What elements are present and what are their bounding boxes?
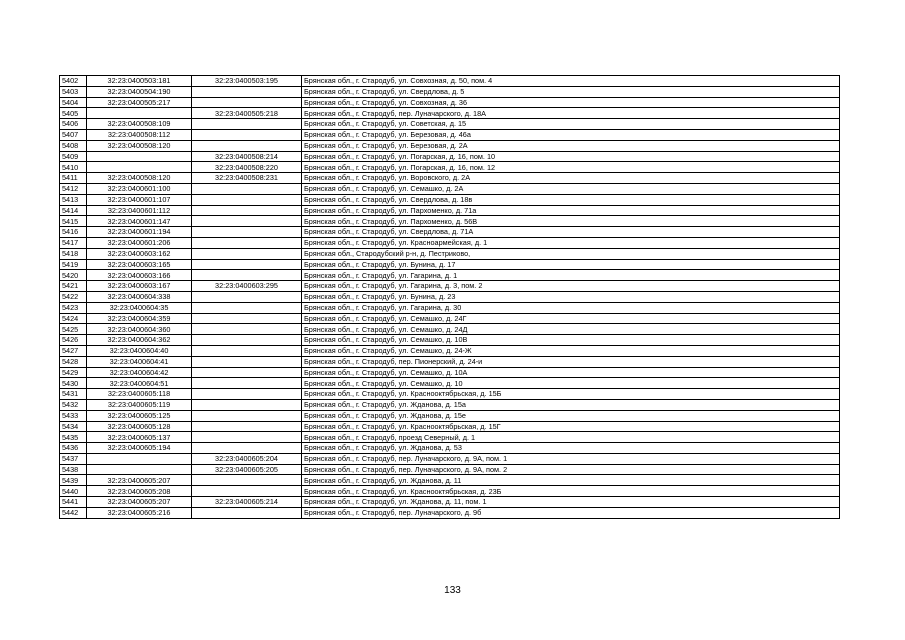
table-row — [60, 86, 840, 97]
object-cadastral-number-cell — [192, 475, 302, 486]
table-row — [60, 432, 840, 443]
address-cell: Брянская обл., г. Стародуб, ул. Жданова, д. 11, пом. 1 — [302, 497, 840, 508]
row-number-cell: 5439 — [60, 475, 87, 486]
table-row — [60, 356, 840, 367]
table-row — [60, 291, 840, 302]
cadastral-number-cell: 32:23:0400605:137 — [87, 432, 192, 443]
object-cadastral-number-cell — [192, 248, 302, 259]
cadastral-number-cell: 32:23:0400603:166 — [87, 270, 192, 281]
row-number-cell: 5434 — [60, 421, 87, 432]
row-number-cell: 5441 — [60, 497, 87, 508]
row-number-cell: 5440 — [60, 486, 87, 497]
table-row — [60, 345, 840, 356]
row-number-cell: 5432 — [60, 399, 87, 410]
object-cadastral-number-cell — [192, 345, 302, 356]
address-cell: Брянская обл., г. Стародуб, ул. Красноармейская, д. 1 — [302, 237, 840, 248]
page-number: 133 — [444, 585, 461, 596]
table-row — [60, 270, 840, 281]
object-cadastral-number-cell — [192, 432, 302, 443]
object-cadastral-number-cell — [192, 313, 302, 324]
object-cadastral-number-cell: 32:23:0400508:220 — [192, 162, 302, 173]
address-cell: Брянская обл., г. Стародуб, пер. Пионерский, д. 24-и — [302, 356, 840, 367]
address-cell: Брянская обл., г. Стародуб, ул. Погарская, д. 16, пом. 10 — [302, 151, 840, 162]
cadastral-number-cell — [87, 453, 192, 464]
object-cadastral-number-cell — [192, 237, 302, 248]
address-cell: Брянская обл., г. Стародуб, ул. Семашко, д. 10В — [302, 335, 840, 346]
row-number-cell: 5412 — [60, 183, 87, 194]
address-cell: Брянская обл., г. Стародуб, ул. Бунина, д. 17 — [302, 259, 840, 270]
object-cadastral-number-cell: 32:23:0400503:195 — [192, 76, 302, 87]
object-cadastral-number-cell — [192, 443, 302, 454]
object-cadastral-number-cell: 32:23:0400508:231 — [192, 173, 302, 184]
address-cell: Брянская обл., г. Стародуб, ул. Советская, д. 15 — [302, 119, 840, 130]
cadastral-number-cell: 32:23:0400508:112 — [87, 129, 192, 140]
address-cell: Брянская обл., г. Стародуб, ул. Жданова, д. 11 — [302, 475, 840, 486]
cadastral-number-cell: 32:23:0400601:147 — [87, 216, 192, 227]
table-row — [60, 173, 840, 184]
address-cell: Брянская обл., г. Стародуб, ул. Семашко, д. 10А — [302, 367, 840, 378]
cadastral-number-cell: 32:23:0400601:107 — [87, 194, 192, 205]
table-row — [60, 389, 840, 400]
table-row — [60, 302, 840, 313]
row-number-cell: 5416 — [60, 227, 87, 238]
row-number-cell: 5420 — [60, 270, 87, 281]
address-cell: Брянская обл., г. Стародуб, ул. Краснооктябрьская, д. 23Б — [302, 486, 840, 497]
row-number-cell: 5424 — [60, 313, 87, 324]
row-number-cell: 5425 — [60, 324, 87, 335]
table-row — [60, 140, 840, 151]
address-cell: Брянская обл., г. Стародуб, пер. Луначарского, д. 9А, пом. 1 — [302, 453, 840, 464]
object-cadastral-number-cell — [192, 259, 302, 270]
address-cell: Брянская обл., г. Стародуб, ул. Пархоменко, д. 56В — [302, 216, 840, 227]
object-cadastral-number-cell — [192, 399, 302, 410]
address-cell: Брянская обл., г. Стародуб, пер. Луначарского, д. 9А, пом. 2 — [302, 464, 840, 475]
object-cadastral-number-cell — [192, 335, 302, 346]
table-row — [60, 399, 840, 410]
address-cell: Брянская обл., г. Стародуб, ул. Краснооктябрьская, д. 15Г — [302, 421, 840, 432]
row-number-cell: 5437 — [60, 453, 87, 464]
row-number-cell: 5417 — [60, 237, 87, 248]
cadastral-number-cell: 32:23:0400603:162 — [87, 248, 192, 259]
table-row — [60, 378, 840, 389]
address-cell: Брянская обл., г. Стародуб, ул. Совхозная, д. 36 — [302, 97, 840, 108]
address-cell: Брянская обл., г. Стародуб, ул. Жданова, д. 15е — [302, 410, 840, 421]
table-row — [60, 507, 840, 518]
object-cadastral-number-cell — [192, 291, 302, 302]
cadastral-number-cell: 32:23:0400505:217 — [87, 97, 192, 108]
object-cadastral-number-cell — [192, 367, 302, 378]
row-number-cell: 5430 — [60, 378, 87, 389]
table-row — [60, 486, 840, 497]
object-cadastral-number-cell — [192, 421, 302, 432]
address-cell: Брянская обл., г. Стародуб, ул. Жданова, д. 15а — [302, 399, 840, 410]
address-cell: Брянская обл., г. Стародуб, ул. Березовая, д. 2А — [302, 140, 840, 151]
cadastral-number-cell: 32:23:0400601:112 — [87, 205, 192, 216]
address-cell: Брянская обл., г. Стародуб, ул. Свердлова, д. 18в — [302, 194, 840, 205]
table-row — [60, 259, 840, 270]
cadastral-number-cell: 32:23:0400504:190 — [87, 86, 192, 97]
address-cell: Брянская обл., г. Стародуб, ул. Семашко, д. 24-Ж — [302, 345, 840, 356]
table-row — [60, 76, 840, 87]
row-number-cell: 5421 — [60, 281, 87, 292]
object-cadastral-number-cell — [192, 97, 302, 108]
table-row — [60, 421, 840, 432]
cadastral-number-cell: 32:23:0400508:120 — [87, 173, 192, 184]
registry-table-body — [60, 76, 840, 519]
row-number-cell: 5426 — [60, 335, 87, 346]
address-cell: Брянская обл., г. Стародуб, ул. Краснооктябрьская, д. 15Б — [302, 389, 840, 400]
object-cadastral-number-cell — [192, 183, 302, 194]
object-cadastral-number-cell — [192, 86, 302, 97]
table-row — [60, 367, 840, 378]
address-cell: Брянская обл., г. Стародуб, ул. Семашко, д. 24Д — [302, 324, 840, 335]
object-cadastral-number-cell — [192, 205, 302, 216]
address-cell: Брянская обл., г. Стародуб, пер. Луначарского, д. 9б — [302, 507, 840, 518]
table-row — [60, 453, 840, 464]
table-row — [60, 151, 840, 162]
table-row — [60, 475, 840, 486]
cadastral-number-cell: 32:23:0400601:100 — [87, 183, 192, 194]
object-cadastral-number-cell — [192, 119, 302, 130]
address-cell: Брянская обл., г. Стародуб, ул. Семашко, д. 2А — [302, 183, 840, 194]
address-cell: Брянская обл., г. Стародуб, ул. Пархоменко, д. 71а — [302, 205, 840, 216]
table-row — [60, 443, 840, 454]
object-cadastral-number-cell — [192, 486, 302, 497]
row-number-cell: 5402 — [60, 76, 87, 87]
address-cell: Брянская обл., г. Стародуб, ул. Совхозная, д. 50, пом. 4 — [302, 76, 840, 87]
object-cadastral-number-cell: 32:23:0400603:295 — [192, 281, 302, 292]
address-cell: Брянская обл., г. Стародуб, ул. Свердлова, д. 5 — [302, 86, 840, 97]
object-cadastral-number-cell: 32:23:0400508:214 — [192, 151, 302, 162]
cadastral-number-cell — [87, 464, 192, 475]
table-row — [60, 108, 840, 119]
cadastral-number-cell: 32:23:0400605:119 — [87, 399, 192, 410]
cadastral-number-cell: 32:23:0400604:360 — [87, 324, 192, 335]
cadastral-number-cell: 32:23:0400604:359 — [87, 313, 192, 324]
row-number-cell: 5408 — [60, 140, 87, 151]
row-number-cell: 5423 — [60, 302, 87, 313]
cadastral-number-cell: 32:23:0400604:362 — [87, 335, 192, 346]
table-row — [60, 324, 840, 335]
row-number-cell: 5442 — [60, 507, 87, 518]
object-cadastral-number-cell — [192, 410, 302, 421]
address-cell: Брянская обл., г. Стародуб, пер. Луначарского, д. 18А — [302, 108, 840, 119]
table-row — [60, 183, 840, 194]
object-cadastral-number-cell — [192, 194, 302, 205]
cadastral-number-cell: 32:23:0400605:125 — [87, 410, 192, 421]
address-cell: Брянская обл., г. Стародуб, ул. Березовая, д. 46а — [302, 129, 840, 140]
object-cadastral-number-cell — [192, 302, 302, 313]
cadastral-number-cell — [87, 108, 192, 119]
row-number-cell: 5419 — [60, 259, 87, 270]
address-cell: Брянская обл., г. Стародуб, ул. Жданова, д. 53 — [302, 443, 840, 454]
table-row — [60, 216, 840, 227]
row-number-cell: 5407 — [60, 129, 87, 140]
object-cadastral-number-cell — [192, 507, 302, 518]
cadastral-number-cell: 32:23:0400605:207 — [87, 475, 192, 486]
cadastral-number-cell: 32:23:0400604:35 — [87, 302, 192, 313]
row-number-cell: 5405 — [60, 108, 87, 119]
table-row — [60, 237, 840, 248]
cadastral-number-cell: 32:23:0400605:118 — [87, 389, 192, 400]
address-cell: Брянская обл., г. Стародуб, ул. Семашко, д. 10 — [302, 378, 840, 389]
cadastral-number-cell: 32:23:0400604:51 — [87, 378, 192, 389]
table-row — [60, 313, 840, 324]
cadastral-number-cell: 32:23:0400605:208 — [87, 486, 192, 497]
table-row — [60, 410, 840, 421]
row-number-cell: 5433 — [60, 410, 87, 421]
object-cadastral-number-cell: 32:23:0400605:204 — [192, 453, 302, 464]
row-number-cell: 5410 — [60, 162, 87, 173]
address-cell: Брянская обл., г. Стародуб, ул. Свердлова, д. 71А — [302, 227, 840, 238]
row-number-cell: 5427 — [60, 345, 87, 356]
table-row — [60, 97, 840, 108]
object-cadastral-number-cell: 32:23:0400605:205 — [192, 464, 302, 475]
object-cadastral-number-cell — [192, 129, 302, 140]
row-number-cell: 5403 — [60, 86, 87, 97]
cadastral-number-cell — [87, 162, 192, 173]
object-cadastral-number-cell — [192, 378, 302, 389]
object-cadastral-number-cell: 32:23:0400505:218 — [192, 108, 302, 119]
row-number-cell: 5438 — [60, 464, 87, 475]
address-cell: Брянская обл., Стародубский р-н, д. Пестриково, — [302, 248, 840, 259]
table-row — [60, 119, 840, 130]
cadastral-number-cell: 32:23:0400503:181 — [87, 76, 192, 87]
object-cadastral-number-cell — [192, 356, 302, 367]
object-cadastral-number-cell — [192, 270, 302, 281]
row-number-cell: 5428 — [60, 356, 87, 367]
row-number-cell: 5404 — [60, 97, 87, 108]
cadastral-number-cell — [87, 151, 192, 162]
address-cell: Брянская обл., г. Стародуб, ул. Гагарина, д. 3, пом. 2 — [302, 281, 840, 292]
table-row — [60, 464, 840, 475]
table-row — [60, 248, 840, 259]
row-number-cell: 5435 — [60, 432, 87, 443]
row-number-cell: 5429 — [60, 367, 87, 378]
address-cell: Брянская обл., г. Стародуб, ул. Семашко, д. 24Г — [302, 313, 840, 324]
cadastral-number-cell: 32:23:0400508:109 — [87, 119, 192, 130]
object-cadastral-number-cell — [192, 216, 302, 227]
cadastral-number-cell: 32:23:0400604:40 — [87, 345, 192, 356]
cadastral-number-cell: 32:23:0400605:128 — [87, 421, 192, 432]
table-row — [60, 281, 840, 292]
row-number-cell: 5414 — [60, 205, 87, 216]
address-cell: Брянская обл., г. Стародуб, ул. Воровского, д. 2А — [302, 173, 840, 184]
row-number-cell: 5436 — [60, 443, 87, 454]
cadastral-number-cell: 32:23:0400605:194 — [87, 443, 192, 454]
cadastral-number-cell: 32:23:0400604:338 — [87, 291, 192, 302]
row-number-cell: 5406 — [60, 119, 87, 130]
table-row — [60, 129, 840, 140]
row-number-cell: 5409 — [60, 151, 87, 162]
table-row — [60, 497, 840, 508]
registry-table — [59, 75, 840, 519]
address-cell: Брянская обл., г. Стародуб, проезд Северный, д. 1 — [302, 432, 840, 443]
cadastral-number-cell: 32:23:0400508:120 — [87, 140, 192, 151]
row-number-cell: 5418 — [60, 248, 87, 259]
cadastral-number-cell: 32:23:0400604:41 — [87, 356, 192, 367]
table-row — [60, 205, 840, 216]
object-cadastral-number-cell — [192, 324, 302, 335]
object-cadastral-number-cell: 32:23:0400605:214 — [192, 497, 302, 508]
address-cell: Брянская обл., г. Стародуб, ул. Гагарина, д. 1 — [302, 270, 840, 281]
row-number-cell: 5422 — [60, 291, 87, 302]
object-cadastral-number-cell — [192, 227, 302, 238]
address-cell: Брянская обл., г. Стародуб, ул. Погарская, д. 16, пом. 12 — [302, 162, 840, 173]
cadastral-number-cell: 32:23:0400601:194 — [87, 227, 192, 238]
table-row — [60, 227, 840, 238]
table-row — [60, 194, 840, 205]
address-cell: Брянская обл., г. Стародуб, ул. Гагарина, д. 30 — [302, 302, 840, 313]
table-row — [60, 162, 840, 173]
table-row — [60, 335, 840, 346]
object-cadastral-number-cell — [192, 140, 302, 151]
row-number-cell: 5415 — [60, 216, 87, 227]
address-cell: Брянская обл., г. Стародуб, ул. Бунина, д. 23 — [302, 291, 840, 302]
object-cadastral-number-cell — [192, 389, 302, 400]
cadastral-number-cell: 32:23:0400605:216 — [87, 507, 192, 518]
cadastral-number-cell: 32:23:0400605:207 — [87, 497, 192, 508]
cadastral-number-cell: 32:23:0400603:165 — [87, 259, 192, 270]
row-number-cell: 5431 — [60, 389, 87, 400]
row-number-cell: 5413 — [60, 194, 87, 205]
cadastral-number-cell: 32:23:0400603:167 — [87, 281, 192, 292]
cadastral-number-cell: 32:23:0400604:42 — [87, 367, 192, 378]
row-number-cell: 5411 — [60, 173, 87, 184]
cadastral-number-cell: 32:23:0400601:206 — [87, 237, 192, 248]
